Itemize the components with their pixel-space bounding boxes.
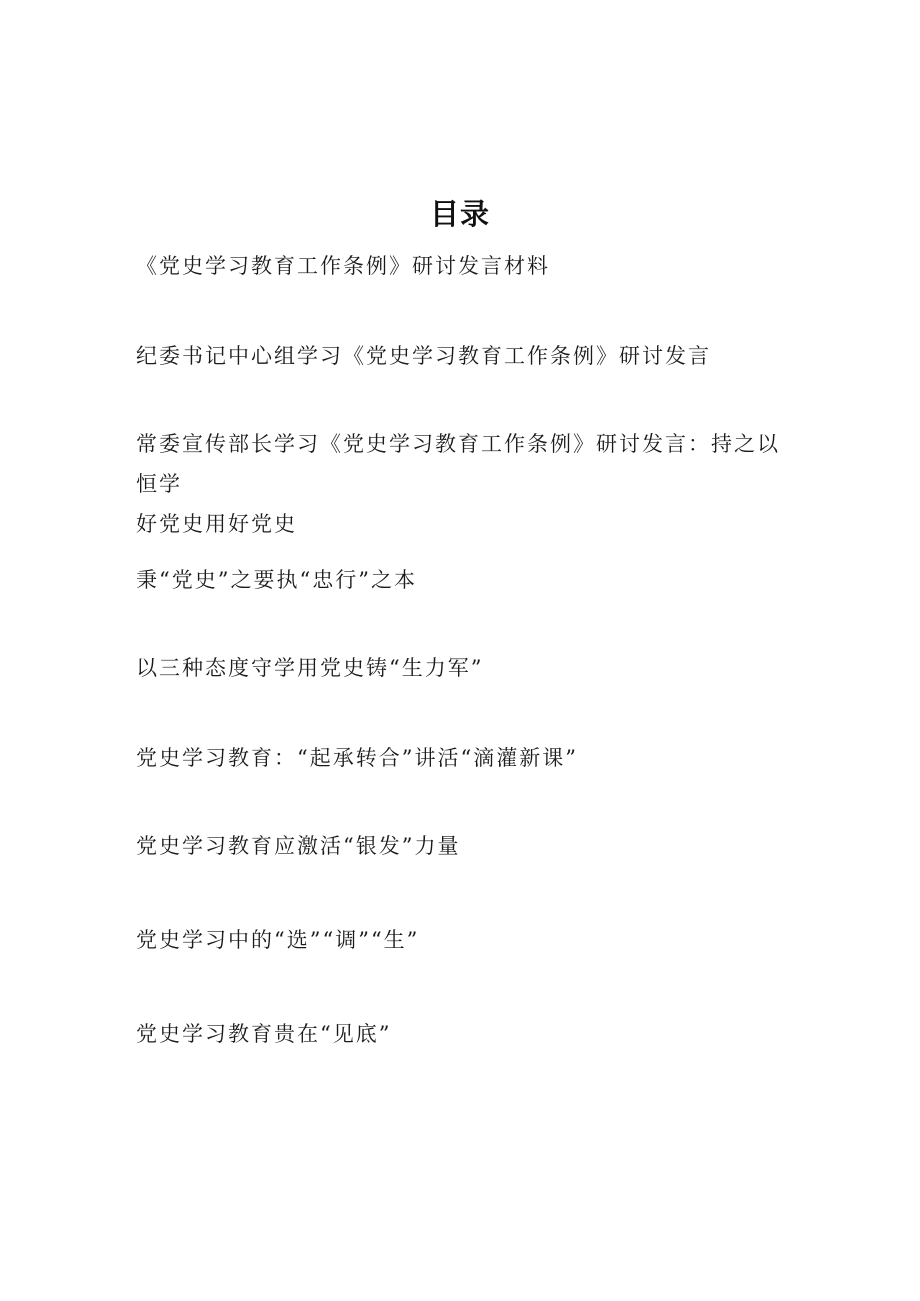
toc-item-text: 《党史学习教育工作条例》研讨发言材料 bbox=[136, 254, 550, 278]
toc-item bbox=[136, 738, 796, 778]
toc-item-text: 党史学习教育贵在“见底” bbox=[136, 1022, 392, 1046]
toc-item bbox=[136, 424, 796, 544]
toc-item-text: 秉“党史”之要执“忠行”之本 bbox=[136, 568, 417, 592]
toc-item-text: 常委宣传部长学习《党史学习教育工作条例》研讨发言：持之以恒学 bbox=[136, 432, 780, 496]
toc-item-text: 纪委书记中心组学习《党史学习教育工作条例》研讨发言 bbox=[136, 344, 711, 368]
toc-item bbox=[136, 648, 796, 688]
toc-title: 目录 bbox=[429, 197, 490, 231]
toc-item-text: 党史学习教育应激活“银发”力量 bbox=[136, 834, 461, 858]
toc-item bbox=[136, 826, 796, 866]
toc-item bbox=[136, 1014, 796, 1054]
toc-item bbox=[136, 336, 796, 376]
toc-item bbox=[136, 246, 796, 286]
toc-item bbox=[136, 560, 796, 600]
toc-item-text-continued: 好党史用好党史 bbox=[136, 512, 297, 536]
toc-item-text: 以三种态度守学用党史铸“生力军” bbox=[136, 656, 484, 680]
toc-item bbox=[136, 920, 796, 960]
toc-item-text: 党史学习教育：“起承转合”讲活“滴灌新课” bbox=[136, 746, 578, 770]
toc-item-text: 党史学习中的“选”“调”“生” bbox=[136, 928, 420, 952]
